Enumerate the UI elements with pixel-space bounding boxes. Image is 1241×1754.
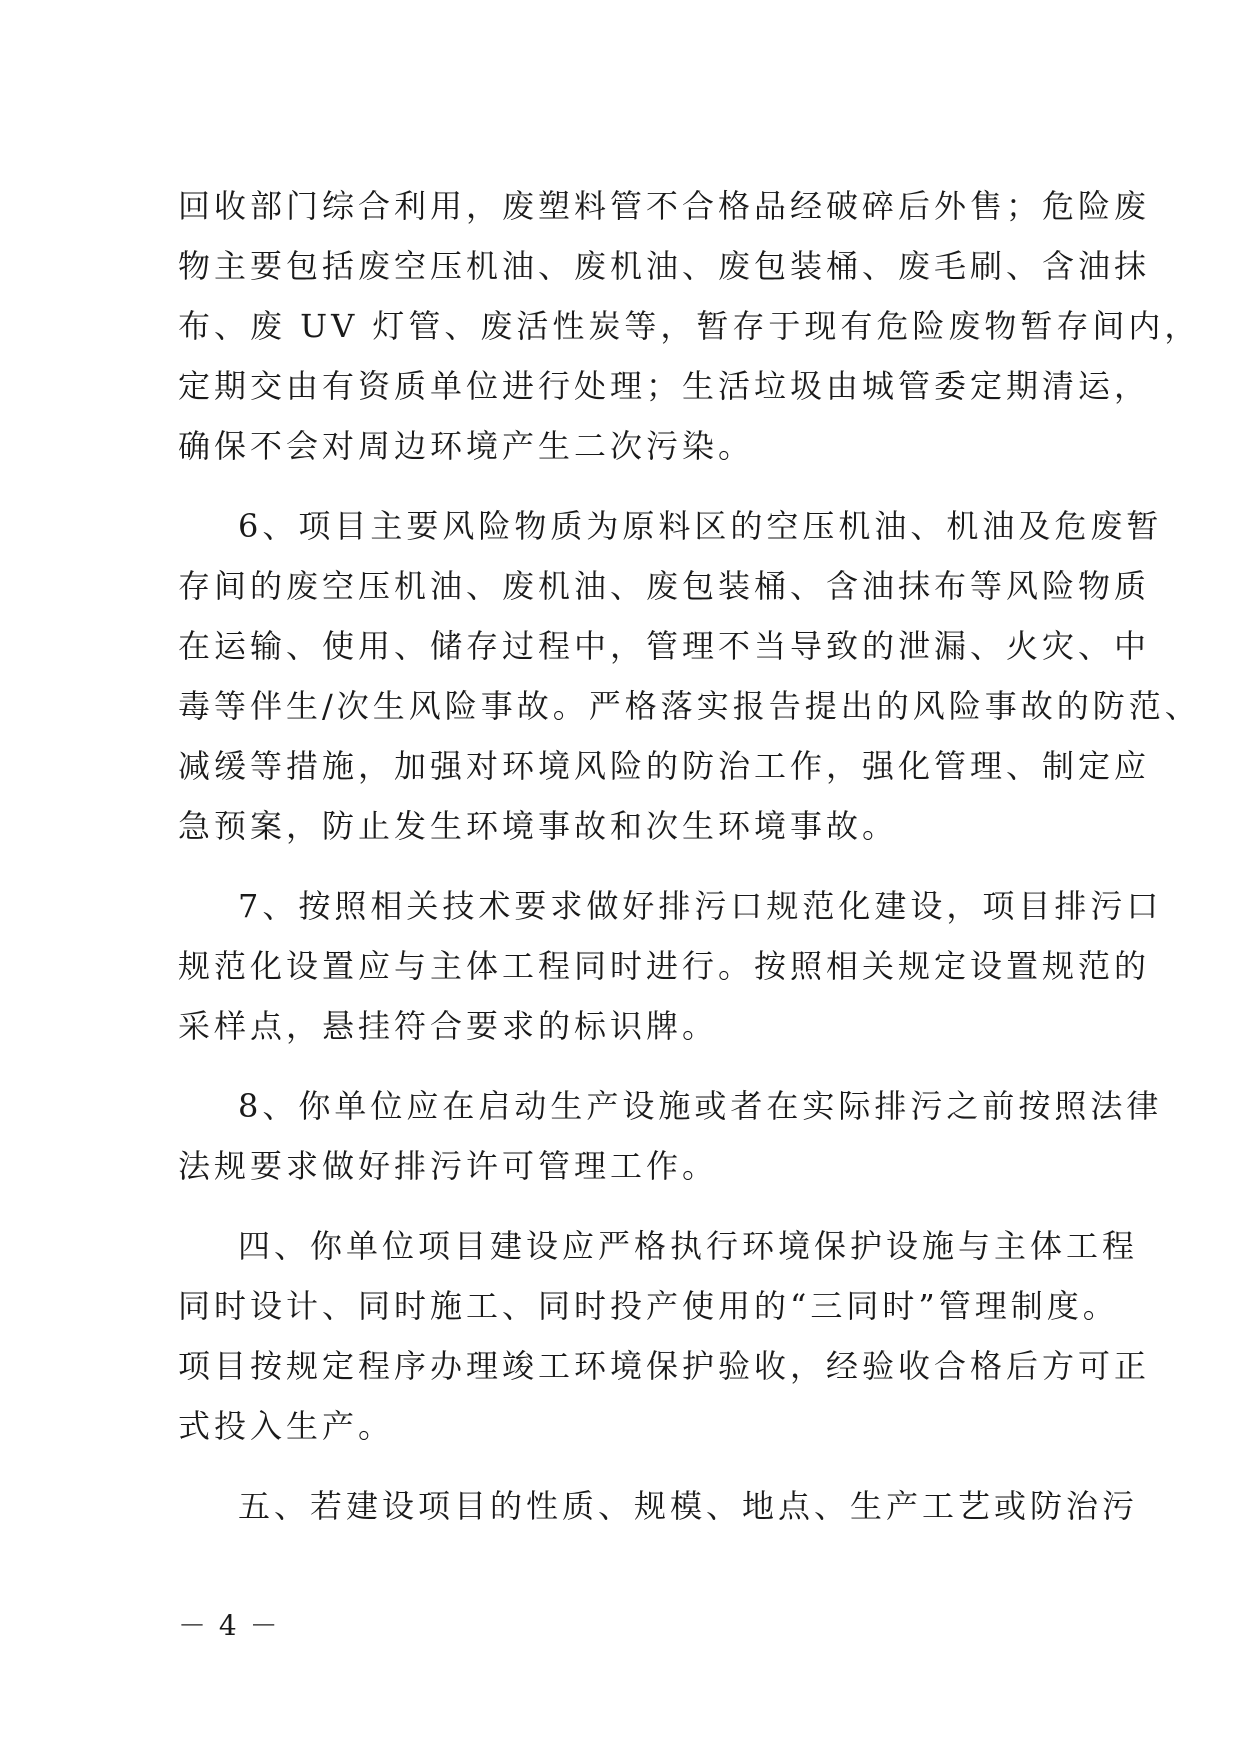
text-line: 法规要求做好排污许可管理工作。 (178, 1147, 719, 1185)
text-line: 项目按规定程序办理竣工环境保护验收，经验收合格后方可正 (178, 1347, 1151, 1385)
text-line: 采样点，悬挂符合要求的标识牌。 (178, 1007, 719, 1045)
paragraph-item-6 (178, 496, 1201, 856)
text-line: 四、你单位项目建设应严格执行环境保护设施与主体工程 (238, 1227, 1139, 1265)
text-line: 布、废 UV 灯管、废活性炭等，暂存于现有危险废物暂存间内， (178, 307, 1201, 345)
text-line: 存间的废空压机油、废机油、废包装桶、含油抹布等风险物质 (178, 567, 1151, 605)
text-line: 回收部门综合利用，废塑料管不合格品经破碎后外售；危险废 (178, 187, 1151, 225)
text-line: 急预案，防止发生环境事故和次生环境事故。 (178, 807, 899, 845)
paragraph-item-8 (178, 1076, 1163, 1196)
page-number: － 4 － (178, 1609, 280, 1642)
paragraph-section-5 (178, 1476, 1139, 1536)
text-line: 物主要包括废空压机油、废机油、废包装桶、废毛刷、含油抹 (178, 247, 1151, 285)
paragraph-item-7 (178, 876, 1163, 1056)
text-line: 定期交由有资质单位进行处理；生活垃圾由城管委定期清运， (178, 367, 1151, 405)
text-line: 同时设计、同时施工、同时投产使用的“三同时”管理制度。 (178, 1287, 1119, 1325)
text-line: 减缓等措施，加强对环境风险的防治工作，强化管理、制定应 (178, 747, 1151, 785)
text-line: 7、按照相关技术要求做好排污口规范化建设，项目排污口 (238, 887, 1163, 925)
paragraph-waste-continued (178, 176, 1201, 476)
text-line: 8、你单位应在启动生产设施或者在实际排污之前按照法律 (238, 1087, 1163, 1125)
text-line: 五、若建设项目的性质、规模、地点、生产工艺或防治污 (238, 1487, 1139, 1525)
paragraph-section-4 (178, 1216, 1151, 1456)
document-body (178, 176, 1201, 1556)
text-line: 确保不会对周边环境产生二次污染。 (178, 427, 755, 465)
text-line: 6、项目主要风险物质为原料区的空压机油、机油及危废暂 (238, 507, 1163, 545)
text-line: 式投入生产。 (178, 1407, 395, 1445)
text-line: 在运输、使用、储存过程中，管理不当导致的泄漏、火灾、中 (178, 627, 1151, 665)
text-line: 毒等伴生/次生风险事故。严格落实报告提出的风险事故的防范、 (178, 687, 1201, 725)
text-line: 规范化设置应与主体工程同时进行。按照相关规定设置规范的 (178, 947, 1151, 985)
